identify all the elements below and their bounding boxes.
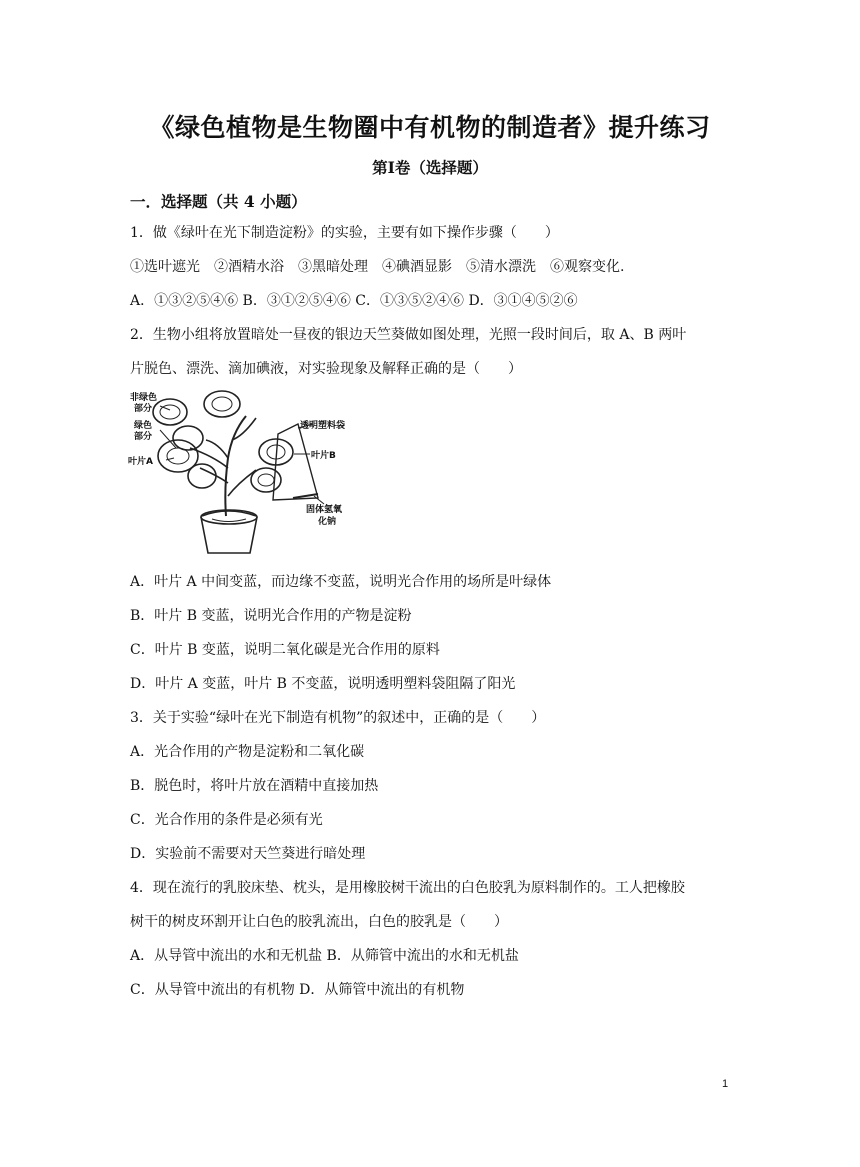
label-green-2: 部分: [134, 432, 153, 442]
part-heading: 一．选择题（共 4 小题）: [130, 192, 307, 211]
label-naoh-1: 固体氢氧: [306, 505, 343, 515]
geranium-experiment-figure: [128, 388, 360, 558]
document-title: 《绿色植物是生物圈中有机物的制造者》提升练习: [149, 113, 711, 142]
question-1-options: A．①③②⑤④⑥ B．③①②⑤④⑥ C．①③⑤②④⑥ D．③①④⑤②⑥: [130, 293, 578, 309]
label-green-1: 绿色: [134, 421, 153, 431]
label-non-green-1: 非绿色: [130, 393, 158, 403]
question-1-stem: 1．做《绿叶在光下制造淀粉》的实验，主要有如下操作步骤（ ）: [130, 225, 559, 241]
question-2-stem-line-2: 片脱色、漂洗、滴加碘液，对实验现象及解释正确的是（ ）: [130, 361, 522, 377]
label-naoh-2: 化钠: [318, 517, 337, 527]
question-2-stem-line-1: 2．生物小组将放置暗处一昼夜的银边天竺葵做如图处理，光照一段时间后，取 A、B 两叶: [130, 327, 687, 343]
question-2-option-a: A．叶片 A 中间变蓝，而边缘不变蓝，说明光合作用的场所是叶绿体: [130, 574, 552, 590]
question-4-options-cd: C．从导管中流出的有机物 D．从筛管中流出的有机物: [130, 982, 465, 998]
label-bag: 透明塑料袋: [300, 421, 346, 431]
page-number: 1: [722, 1078, 729, 1090]
question-3-option-a: A．光合作用的产物是淀粉和二氧化碳: [130, 744, 365, 760]
question-2-option-b: B．叶片 B 变蓝，说明光合作用的产物是淀粉: [130, 608, 412, 624]
label-leaf-a: 叶片A: [128, 457, 153, 467]
question-2-option-c: C．叶片 B 变蓝，说明二氧化碳是光合作用的原料: [130, 642, 440, 658]
label-non-green-2: 部分: [134, 404, 153, 414]
question-4-stem-line-1: 4．现在流行的乳胶床垫、枕头，是用橡胶树干流出的白色胶乳为原料制作的。工人把橡胶: [130, 880, 685, 896]
question-3-option-b: B．脱色时，将叶片放在酒精中直接加热: [130, 778, 379, 794]
question-4-options-ab: A．从导管中流出的水和无机盐 B．从筛管中流出的水和无机盐: [130, 948, 519, 964]
question-2-option-d: D．叶片 A 变蓝，叶片 B 不变蓝，说明透明塑料袋阻隔了阳光: [130, 676, 516, 692]
question-4-stem-line-2: 树干的树皮环割开让白色的胶乳流出，白色的胶乳是（ ）: [130, 914, 508, 930]
question-3-option-c: C．光合作用的条件是必须有光: [130, 812, 323, 828]
question-1-steps: ①选叶遮光 ②酒精水浴 ③黑暗处理 ④碘酒显影 ⑤清水漂洗 ⑥观察变化.: [130, 259, 625, 275]
question-3-option-d: D．实验前不需要对天竺葵进行暗处理: [130, 846, 366, 862]
section-title: 第Ⅰ卷（选择题）: [372, 158, 488, 177]
question-3-stem: 3．关于实验“绿叶在光下制造有机物”的叙述中，正确的是（ ）: [130, 710, 546, 726]
label-leaf-b: 叶片B: [311, 451, 336, 461]
